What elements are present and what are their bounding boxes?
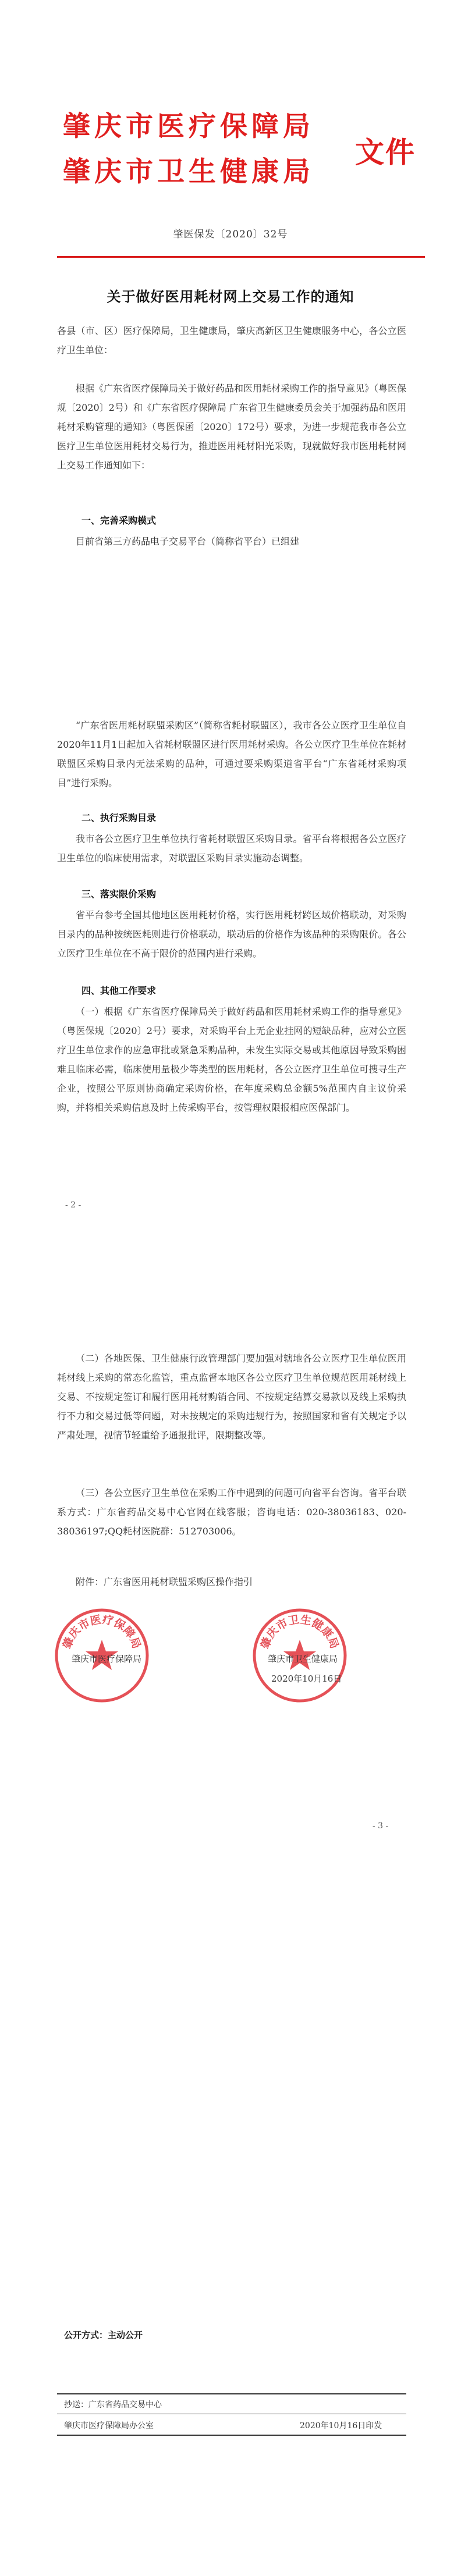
section-3-heading: 三、落实限价采购 <box>81 889 157 900</box>
section-2-heading: 二、执行采购目录 <box>81 812 157 823</box>
section-4-paragraph-3: （三）各公立医疗卫生单位在采购工作中遇到的问题可向省平台咨询。省平台联系方式：广东省药品交易中心官网在线客服；咨询电话：020-38036183、020-38036197;QQ耗材医院群：512703006。 <box>57 1487 406 1537</box>
issuer-office: 肇庆市医疗保障局办公室 <box>64 2421 154 2431</box>
public-mode: 公开方式：主动公开 <box>64 2330 143 2340</box>
signature-date: 2020年10月16日 <box>271 1673 342 1684</box>
document-title: 关于做好医用耗材网上交易工作的通知 <box>107 288 354 305</box>
issuer-org-2: 肇庆市卫生健康局 <box>63 156 314 188</box>
page-number-2: - 2 - <box>65 1200 81 1210</box>
signature-left: 肇庆市医疗保障局 <box>72 1654 142 1664</box>
intro-paragraph: 根据《广东省医疗保障局关于做好药品和医用耗材采购工作的指导意见》（粤医保规〔2020〕2号）和《广东省医疗保障局 广东省卫生健康委员会关于加强药品和医用耗材采购管理的通知》（粤医保函〔2020〕172号）要求，为进一步规范我市各公立医疗卫生单位医用耗材交易行为，推进医用耗材阳光采购，现就做好我市医用耗材网上交易工作通知如下： <box>57 383 407 471</box>
section-1-paragraph-2: “广东省医用耗材联盟采购区”（简称省耗材联盟区），我市各公立医疗卫生单位自2020年11月1日起加入省耗材联盟区进行医用耗材采购。各公立医疗卫生单位在耗材联盟区采购目录内无法采购的品种，可通过要采购渠道省平台“广东省耗材采购项目”进行采购。 <box>57 720 406 788</box>
footer-top-rule <box>57 2393 406 2394</box>
page-number-3: - 3 - <box>373 1821 389 1831</box>
section-4-paragraph-2: （二）各地医保、卫生健康行政管理部门要加强对辖地各公立医疗卫生单位医用耗材线上采购的常态化监管，重点监督本地区各公立医疗卫生单位规范医用耗材线上交易、不按规定签订和履行医用耗材购销合同、不按规定结算交易款以及线上采购执行不力和交易过低等问题，对未按规定的采购违规行为，按照国家和省有关规定予以严肃处理，视情节轻重给予通报批评，限期整改等。 <box>57 1353 406 1441</box>
section-4-heading: 四、其他工作要求 <box>81 985 157 996</box>
section-1-heading: 一、完善采购模式 <box>81 515 157 526</box>
footer-bottom-rule <box>57 2435 406 2436</box>
issuer-org-1: 肇庆市医疗保障局 <box>63 111 314 143</box>
section-2-paragraph: 我市各公立医疗卫生单位执行省耗材联盟区采购目录。省平台将根据各公立医疗卫生单位的临床使用需求，对联盟区采购目录实施动态调整。 <box>57 833 406 864</box>
signature-right: 肇庆市卫生健康局 <box>268 1654 338 1664</box>
right-seal-text: 肇庆市卫生健康局 <box>258 1613 341 1651</box>
document-number: 肇医保发〔2020〕32号 <box>173 229 288 240</box>
attachment-line: 附件：广东省医用耗材联盟采购区操作指引 <box>76 1576 253 1587</box>
section-1-paragraph-1: 目前省第三方药品电子交易平台（简称省平台）已组建 <box>76 536 300 547</box>
document-word: 文件 <box>355 136 416 169</box>
print-date: 2020年10月16日印发 <box>300 2421 382 2431</box>
red-divider <box>57 256 425 258</box>
section-3-paragraph: 省平台参考全国其他地区医用耗材价格，实行医用耗材跨区域价格联动，对采购目录内的品种按统医耗则进行价格联动，联动后的价格作为该品种的采购限价。各公立医疗卫生单位在不高于限价的范围内进行采购。 <box>57 909 406 959</box>
left-seal-text: 肇庆市医疗保障局 <box>61 1613 143 1651</box>
section-4-paragraph-1: （一）根据《广东省医疗保障局关于做好药品和医用耗材采购工作的指导意见》（粤医保规〔2020〕2号）要求，对采购平台上无企业挂网的短缺品种，应对公立医疗卫生单位求作的应急审批或紧急采购品种，未发生实际交易或其他原因导致采购困难且临床必需，临床使用量极少等类型的医用耗材，各公立医疗卫生单位可搜寻生产企业，按照公平原则协商确定采购价格，在年度采购总金额5%范围内自主议价采购，并将相关采购信息及时上传采购平台，按管理权限报相应医保部门。 <box>57 1006 406 1113</box>
cc-line: 抄送：广东省药品交易中心 <box>64 2400 162 2410</box>
addressees: 各县（市、区）医疗保障局，卫生健康局，肇庆高新区卫生健康服务中心，各公立医疗卫生单位： <box>57 325 406 356</box>
